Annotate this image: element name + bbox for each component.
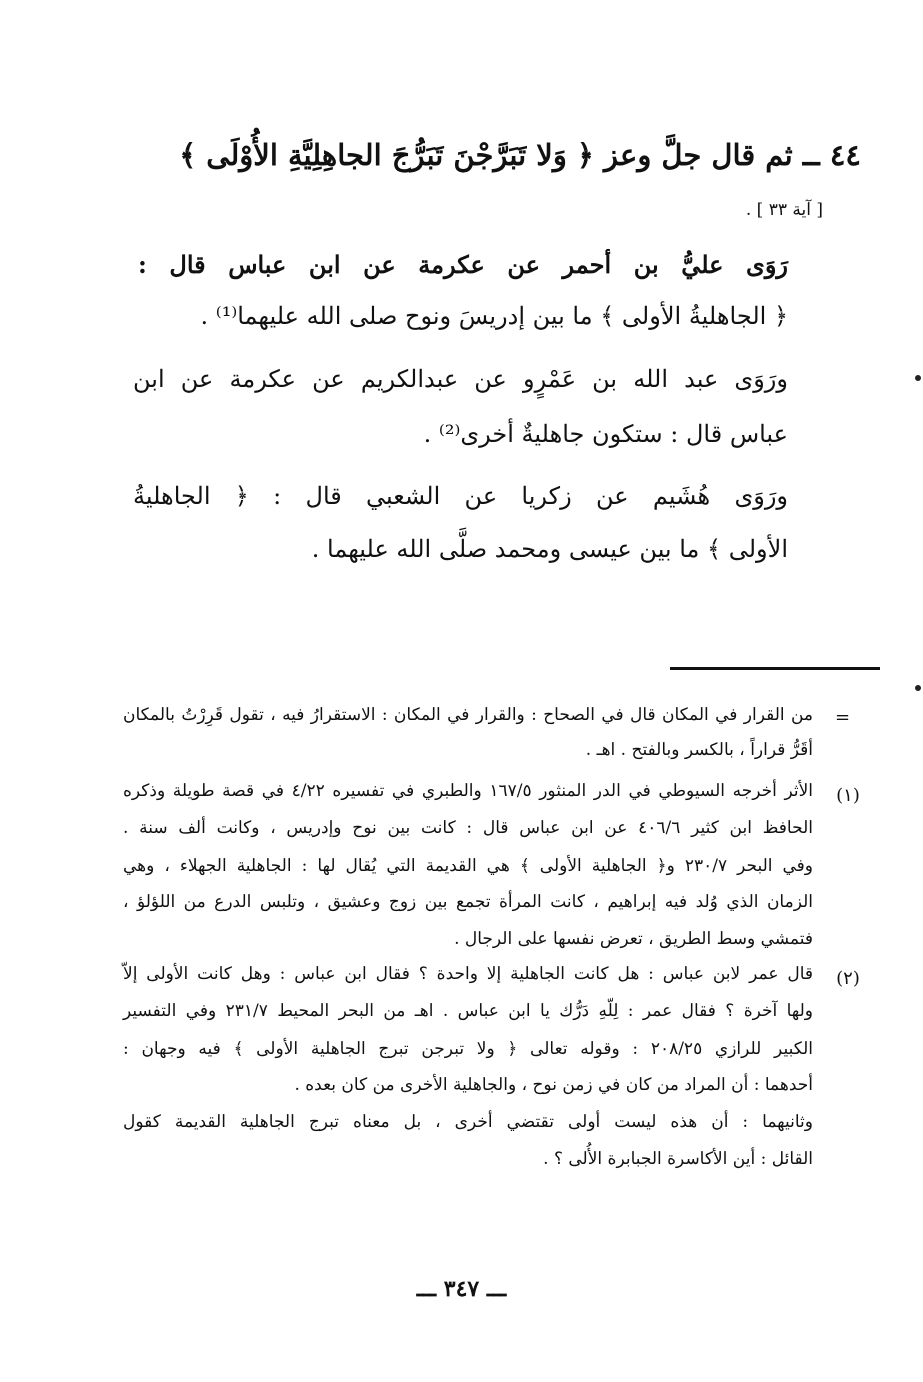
footnote-1-number: (١) xyxy=(836,785,860,806)
narration-1-line-2: ﴿ الجاهليةُ الأولى ﴾ ما بين إدريسَ ونوح صلى الله عليهما⁽¹⁾ . xyxy=(200,302,788,330)
scan-mark xyxy=(915,685,921,691)
footnote-1-line-1: الأثر أخرجه السيوطي في الدر المنثور ١٦٧/٥ والطبري في تفسيره ٤/٢٢ في قصة طويلة وذكره xyxy=(123,781,814,801)
footnote-2-line-4: أحدهما : أن المراد من كان في زمن نوح ، والجاهلية الأخرى من كان بعده . xyxy=(294,1075,813,1095)
footnote-1-line-2: الحافظ ابن كثير ٤٠٦/٦ عن ابن عباس قال : كانت بين نوح وإدريس ، وكانت ألف سنة . xyxy=(123,818,813,838)
footnote-continuation-marker: = xyxy=(835,707,851,728)
footnote-2-line-2: ولها آخرة ؟ فقال عمر : لِلّهِ دَرُّك يا ابن عباس . اهـ من البحر المحيط ٢٣١/٧ وفي التفسير xyxy=(123,1001,813,1021)
footnote-continuation-line-2: أقَرُّ قراراً ، بالكسر وبالفتح . اهـ . xyxy=(585,740,813,760)
page-number: ـــ ٣٤٧ ـــ xyxy=(416,1276,507,1302)
footnote-1-line-3: وفي البحر ٢٣٠/٧ و﴿ الجاهلية الأولى ﴾ هي القديمة التي يُقال لها : الجاهلية الجهلاء ، وهي xyxy=(123,856,814,876)
narration-2-line-2: عباس قال : ستكون جاهليةٌ أخرى⁽²⁾ . xyxy=(423,420,788,448)
footnote-1-line-5: فتمشي وسط الطريق ، تعرض نفسها على الرجال . xyxy=(454,929,813,949)
scan-mark xyxy=(915,375,921,381)
footnote-separator xyxy=(670,667,880,670)
ayah-reference: [ آية ٣٣ ] . xyxy=(745,200,823,220)
footnote-2-line-6: القائل : أين الأكاسرة الجبابرة الأُلى ؟ . xyxy=(543,1149,813,1169)
footnote-2-line-1: قال عمر لابن عباس : هل كانت الجاهلية إلا واحدة ؟ فقال ابن عباس : وهل كانت الأولى إلاّ xyxy=(123,964,813,984)
footnote-2-line-3: الكبير للرازي ٢٠٨/٢٥ : وقوله تعالى ﴿ ولا تبرجن تبرج الجاهلية الأولى ﴾ فيه وجهان : xyxy=(123,1039,813,1059)
footnote-1-line-4: الزمان الذي وُلد فيه إبراهيم ، كانت المرأة تجمع بين زوج وعشيق ، وتلبس الدرع من اللؤلؤ ، xyxy=(123,892,813,912)
footnote-2-number: (٢) xyxy=(836,968,860,989)
narration-3-line-1: ورَوَى هُشَيم عن زكريا عن الشعبي قال : ﴿ الجاهليةُ xyxy=(133,482,788,510)
narration-3-line-2: الأولى ﴾ ما بين عيسى ومحمد صلَّى الله عليهما . xyxy=(311,535,788,563)
footnote-continuation-line-1: من القرار في المكان قال في الصحاح : والقرار في المكان : الاستقرارُ فيه ، تقول قَرِرْتُ بالمكان xyxy=(123,705,813,725)
narration-2-line-1: ورَوَى عبد الله بن عَمْرٍو عن عبدالكريم عن عكرمة عن ابن xyxy=(133,365,788,393)
verse-heading: ٤٤ ــ ثم قال جلَّ وعز ﴿ وَلا تَبَرَّجْنَ تَبَرُّجَ الجاهِلِيَّةِ الأُوْلَى ﴾ xyxy=(179,138,861,172)
footnote-2-line-5: وثانيهما : أن هذه ليست أولى تقتضي أخرى ، بل معناه تبرج الجاهلية القديمة كقول xyxy=(123,1112,813,1132)
narration-1-line-1: رَوَى عليُّ بن أحمر عن عكرمة عن ابن عباس قال : xyxy=(138,250,788,279)
